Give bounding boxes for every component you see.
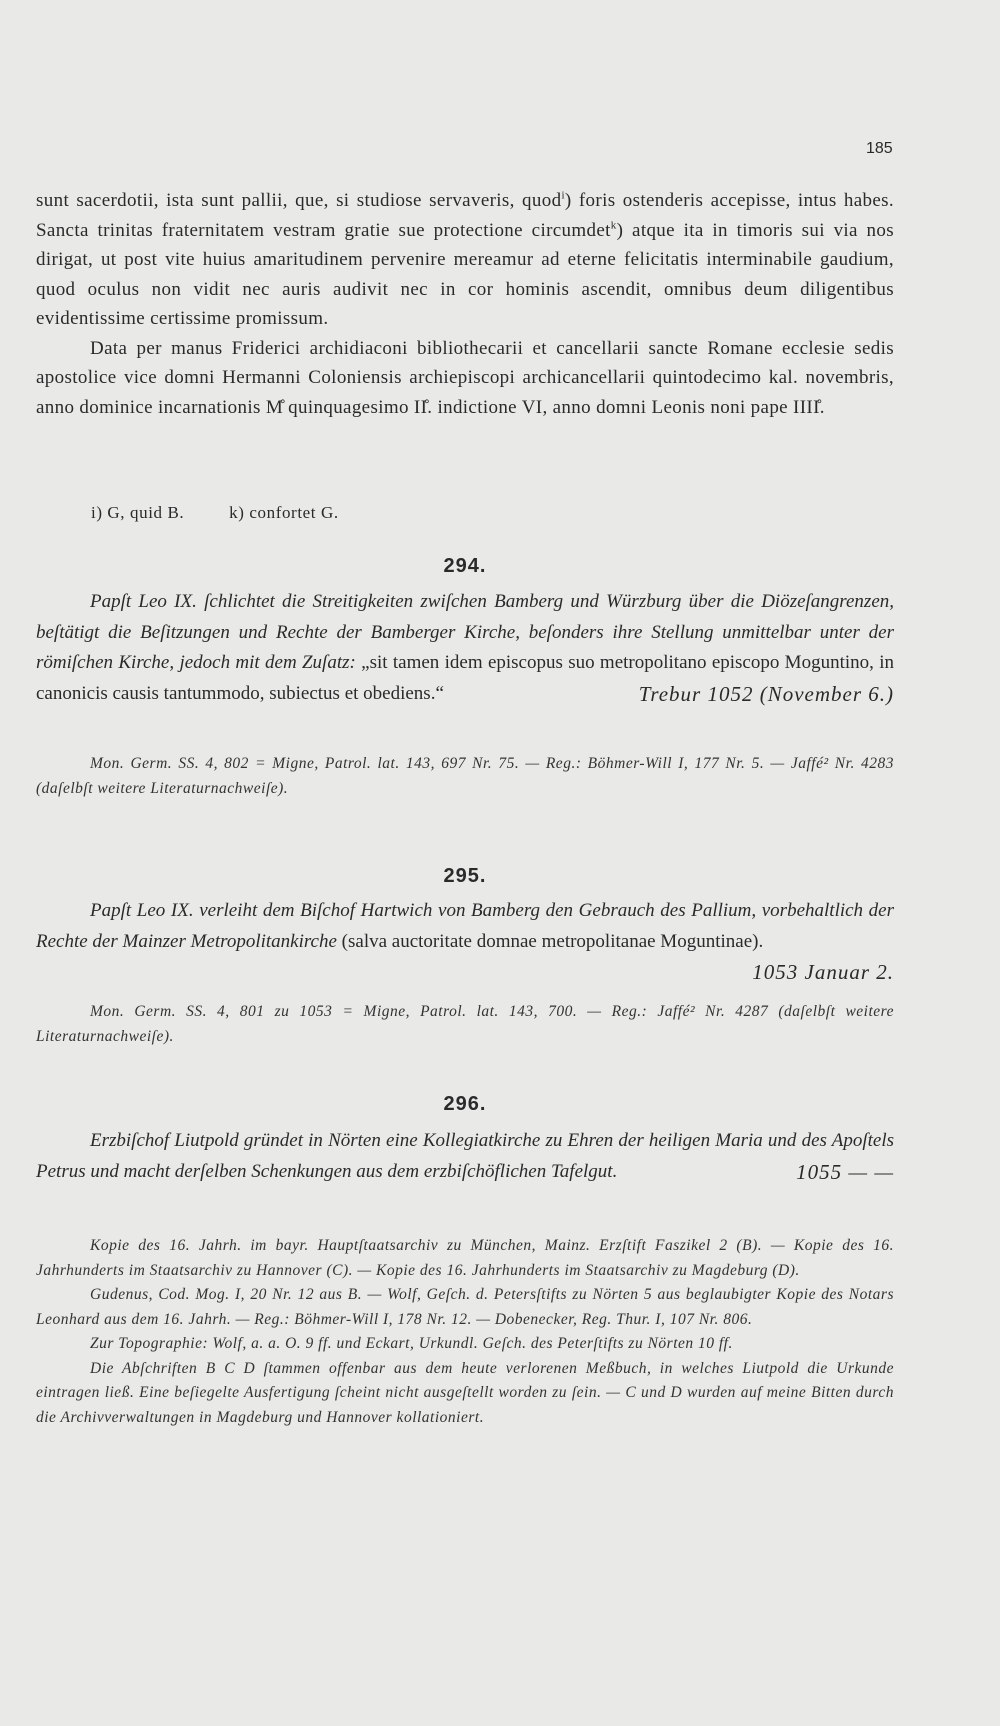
charter-paragraph-1 [36,186,894,334]
footnote-i: i) G, quid B. [91,503,185,522]
references-296-editions: Gudenus, Cod. Mog. I, 20 Nr. 12 aus B. — Wolf, Geſch. d. Petersſtifts zu Nörten 5 aus beglaubigter Kopie des Notars Leonhard aus dem 16. Jahrh. — Reg.: Böhmer-Will I, 178 Nr. 12. — Dobenecker, Reg. Thur. I, 107 Nr. 806. [36,1286,894,1328]
regest-296 [36,1126,894,1187]
text-segment: sunt sacerdotii, ista sunt pallii, que, si studiose servaveris, quod [36,190,562,211]
footnote-k: k) confortet G. [229,503,339,522]
references-296-copies: Kopie des 16. Jahrh. im bayr. Hauptſtaatsarchiv zu München, Mainz. Erzſtift Faszikel 2 (B). — Kopie des 16. Jahrhunderts im Staatsarchiv zu Hannover (C). — Kopie des 16. Jahrhunderts im Staatsarchiv zu Magdeburg (D). [36,1237,894,1279]
references-296-topography: Zur Topographie: Wolf, a. a. O. 9 ff. und Eckart, Urkundl. Geſch. des Peterſtifts zu Nörten 10 ff. [90,1335,733,1352]
charter-paragraph-2: Data per manus Friderici archidiaconi bibliothecarii et cancellarii sancte Romane ecclesie sedis apostolice vice domni Hermanni Coloniensis archiepiscopi archicancellarii quintodecimo kal. novembris, anno dominice incarnationis M̊ quinquagesimo II̊. indictione VI, anno domni Leonis noni pape IIII̊. [36,337,894,418]
regest-295-plain: (salva auctoritate domnae metropolitanae Moguntinae). [336,930,764,952]
regest-294 [36,587,894,709]
date-296: 1055 — — [796,1159,894,1184]
references-294: Mon. Germ. SS. 4, 802 = Migne, Patrol. lat. 143, 697 Nr. 75. — Reg.: Böhmer-Will I, 177 Nr. 5. — Jaffé² Nr. 4283 (daſelbſt weitere Literaturnachweiſe). [36,755,894,797]
text-segment: ) atque ita in timoris sui via nos dirigat, ut post vite huius amaritudinem pervenire mereamur ad eterne felicitatis interminabile gaudium, quod oculus non vidit nec auris audivit nec in cor hominis ascendit, omnibus deum diligentibus evidentissime certissime promissum. [36,219,894,329]
footnote-ref-i: i [561,189,565,202]
charter-text [36,186,894,422]
page-number: 185 [866,140,893,157]
date-295: 1053 Januar 2. [752,960,894,984]
document-number-295: 295. [443,865,487,887]
references-295: Mon. Germ. SS. 4, 801 zu 1053 = Migne, Patrol. lat. 143, 700. — Reg.: Jaffé² Nr. 4287 (daſelbſt weitere Literaturnachweiſe). [36,1003,894,1045]
footnotes [91,503,379,523]
regest-296-italic: Erzbiſchof Liutpold gründet in Nörten eine Kollegiatkirche zu Ehren der heiligen Maria und des Apoſtels Petrus und macht derſelben Schenkungen aus dem erzbiſchöflichen Tafelgut. [36,1130,894,1182]
footnote-ref-k: k [610,219,617,232]
regest-294-italic: Papſt Leo IX. ſchlichtet die Streitigkeiten zwiſchen Bamberg und Würzburg über die Diözeſangrenzen, beſtätigt die Beſitzungen und Rechte der Bamberger Kirche, beſonders ihre Stellung unmittelbar unter der römiſchen Kirche, jedoch mit dem Zuſatz: [36,591,894,673]
regest-295-italic: Papſt Leo IX. verleiht dem Biſchof Hartwich von Bamberg den Gebrauch des Pallium, vorbehaltlich der Rechte der Mainzer Metropolitankirche [36,900,894,952]
references-296-remarks: Die Abſchriften B C D ſtammen offenbar aus dem heute verlorenen Meßbuch, in welches Liutpold die Urkunde eintragen ließ. Eine beſiegelte Ausfertigung ſcheint nicht ausgeſtellt worden zu ſein. — C und D wurden auf meine Bitten durch die Archivverwaltungen in Magdeburg und Hannover kollationiert. [36,1359,894,1426]
text-segment: ) foris ostenderis accepisse, intus habes. Sancta trinitas fraternitatem vestram gratie sue protectione circumdet [36,190,895,241]
regest-295 [36,896,894,988]
date-294: Trebur 1052 (November 6.) [638,681,894,706]
references-296 [36,1234,894,1430]
document-number-296: 296. [443,1093,487,1115]
document-number-294: 294. [443,555,487,577]
regest-294-quote: „sit tamen idem episcopus suo metropolitano episcopo Moguntino, in canonicis causis tantummodo, subiectus et obediens.“ [36,652,894,704]
